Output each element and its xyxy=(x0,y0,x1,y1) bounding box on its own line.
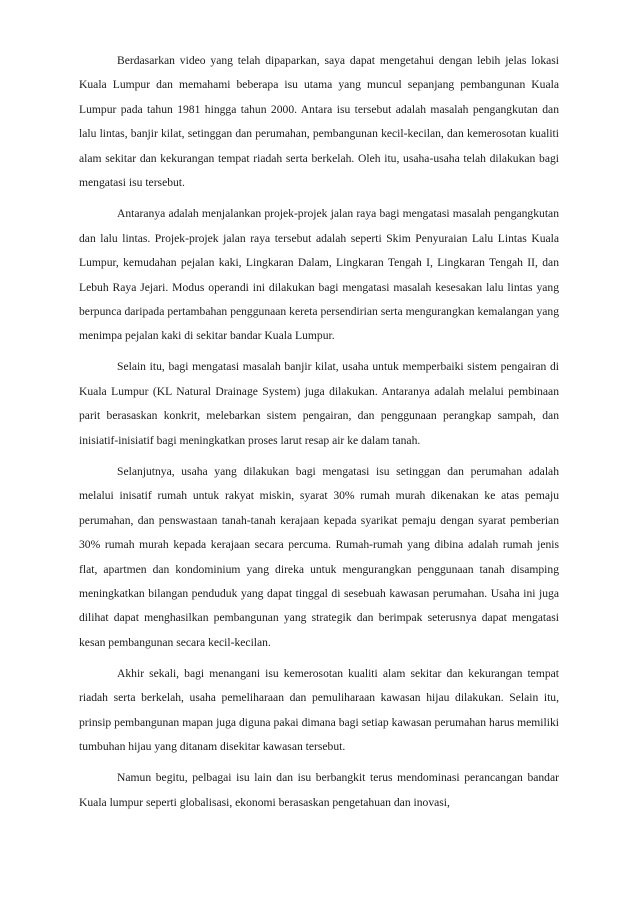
body-text xyxy=(79,49,559,822)
paragraph-road-projects: Antaranya adalah menjalankan projek-projek jalan raya bagi mengatasi masalah pengangkutan dan lalu lintas. Projek-projek jalan raya tersebut adalah seperti Skim Penyuraian Lalu Lintas Kuala Lumpur, kemudahan pejalan kaki, Lingkaran Dalam, Lingkaran Tengah I, Lingkaran Tengah II, dan Lebuh Raya Jejari. Modus operandi ini dilakukan bagi mengatasi masalah kesesakan lalu lintas yang berpunca daripada pertambahan penggunaan kereta persendirian serta mengurangkan kemalangan yang menimpa pejalan kaki di sekitar bandar Kuala Lumpur. xyxy=(79,207,559,343)
paragraph-intro: Berdasarkan video yang telah dipaparkan, saya dapat mengetahui dengan lebih jelas lokasi Kuala Lumpur dan memahami beberapa isu utama yang muncul sepanjang pembangunan Kuala Lumpur pada tahun 1981 hingga tahun 2000. Antara isu tersebut adalah masalah pengangkutan dan lalu lintas, banjir kilat, setinggan dan perumahan, pembangunan kecil-kecilan, dan kemerosotan kualiti alam sekitar dan kekurangan tempat riadah serta berkelah. Oleh itu, usaha-usaha telah dilakukan bagi mengatasi isu tersebut. xyxy=(79,54,559,190)
paragraph-other-issues: Namun begitu, pelbagai isu lain dan isu berbangkit terus mendominasi perancangan bandar Kuala lumpur seperti globalisasi, ekonomi berasaskan pengetahuan dan inovasi, xyxy=(79,771,559,809)
paragraph-flood-drainage: Selain itu, bagi mengatasi masalah banjir kilat, usaha untuk memperbaiki sistem pengairan di Kuala Lumpur (KL Natural Drainage System) juga dilakukan. Antaranya adalah melalui pembinaan parit berasaskan konkrit, melebarkan sistem pengairan, dan penggunaan perangkap sampah, dan inisiatif-inisiatif bagi meningkatkan proses larut resap air ke dalam tanah. xyxy=(79,360,559,447)
paragraph-environment: Akhir sekali, bagi menangani isu kemerosotan kualiti alam sekitar dan kekurangan tempat riadah serta berkelah, usaha pemeliharaan dan pemuliharaan kawasan hijau dilakukan. Selain itu, prinsip pembangunan mapan juga diguna pakai dimana bagi setiap kawasan perumahan harus memiliki tumbuhan hijau yang ditanam disekitar kawasan tersebut. xyxy=(79,666,559,754)
paragraph-housing: Selanjutnya, usaha yang dilakukan bagi mengatasi isu setinggan dan perumahan adalah melalui inisatif rumah untuk rakyat miskin, syarat 30% rumah murah dikenakan ke atas pemaju perumahan, dan penswastaan tanah-tanah kerajaan kepada syarikat pemaju dengan syarat pemberian 30% rumah murah kepada kerajaan secara percuma. Rumah-rumah yang dibina adalah rumah jenis flat, apartmen dan kondominium yang direka untuk mengurangkan penggunaan tanah disamping meningkatkan bilangan penduduk yang dapat tinggal di sesebuah kawasan perumahan. Usaha ini juga dilihat dapat menghasilkan pembangunan yang strategik dan berimpak seterusnya dapat mengatasi kesan pembangunan secara kecil-kecilan. xyxy=(79,464,559,649)
